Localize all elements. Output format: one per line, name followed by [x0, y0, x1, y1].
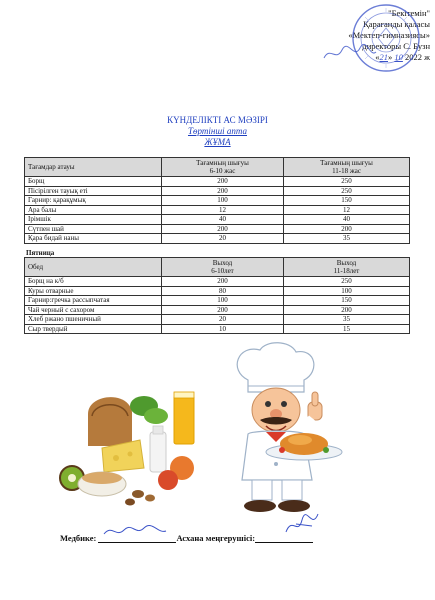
portion-cell: 200 — [162, 186, 284, 196]
approval-city: Қарағанды қаласы — [363, 19, 430, 29]
table-header: Обед — [25, 258, 162, 277]
dish-name-cell: Гарнир:гречка рассыпчатая — [25, 296, 162, 306]
portion-cell: 250 — [284, 277, 410, 287]
dish-name-cell: Куры отварные — [25, 286, 162, 296]
menu-day: ЖҰМА — [204, 137, 231, 147]
dish-name-cell: Гарнир: қарақұмық — [25, 196, 162, 206]
approval-school: «Мектеп-гимназиясы» — [348, 30, 430, 40]
dish-name-cell: Пісірілген тауық еті — [25, 186, 162, 196]
dish-name-cell: Сүтпен шай — [25, 224, 162, 234]
chef-illustration-icon — [208, 340, 358, 515]
portion-cell: 200 — [162, 277, 284, 287]
menu-title-block — [0, 115, 435, 148]
menu-title: КҮНДЕЛІКТІ АС МӘЗІРІ — [167, 115, 268, 125]
portion-cell: 35 — [284, 234, 410, 244]
portion-cell: 100 — [162, 296, 284, 306]
table-header: Тағамдар атауы — [25, 158, 162, 177]
portion-cell: 35 — [284, 315, 410, 325]
table-row — [25, 186, 410, 196]
day-label-ru: Пятница — [26, 249, 55, 257]
approval-date: «21» 10 2022 ж — [375, 52, 430, 62]
table-row — [25, 196, 410, 206]
menu-table-kz — [24, 157, 410, 244]
head-signature-icon — [282, 510, 322, 538]
approval-date-day: 21 — [379, 52, 388, 62]
approval-date-year: 2022 ж — [405, 52, 430, 62]
table-row — [25, 177, 410, 187]
table-row — [25, 296, 410, 306]
table-row — [25, 215, 410, 225]
nurse-label: Медбике: — [60, 533, 97, 543]
table-header: Тағамның шығуы 6-10 жас — [162, 158, 284, 177]
portion-cell: 12 — [284, 205, 410, 215]
dish-name-cell: Хлеб ржано пшеничный — [25, 315, 162, 325]
table-row — [25, 234, 410, 244]
dish-name-cell: Қара бидай наны — [25, 234, 162, 244]
dish-name-cell: Борщ — [25, 177, 162, 187]
table-row — [25, 205, 410, 215]
portion-cell: 15 — [284, 324, 410, 334]
table-header: Тағамның шығуы 11-18 жас — [284, 158, 410, 177]
dish-name-cell: Сыр твердый — [25, 324, 162, 334]
portion-cell: 250 — [284, 177, 410, 187]
portion-cell: 200 — [162, 305, 284, 315]
director-signature-icon — [320, 42, 380, 64]
portion-cell: 100 — [162, 196, 284, 206]
table-header: Выход 6-10лет — [162, 258, 284, 277]
portion-cell: 40 — [284, 215, 410, 225]
head-label: Асхана меңгерушісі: — [176, 533, 256, 543]
table-row — [25, 286, 410, 296]
dish-name-cell: Борщ на к/б — [25, 277, 162, 287]
portion-cell: 10 — [162, 324, 284, 334]
menu-week: Төртінші апта — [187, 126, 247, 136]
approval-director: директоры С. Бузн — [362, 41, 430, 51]
portion-cell: 200 — [284, 224, 410, 234]
table-row — [25, 315, 410, 325]
nurse-signature-icon — [100, 522, 170, 540]
table-row — [25, 224, 410, 234]
menu-table-ru — [24, 257, 410, 334]
table-row — [25, 324, 410, 334]
portion-cell: 20 — [162, 234, 284, 244]
table-row — [25, 305, 410, 315]
portion-cell: 150 — [284, 196, 410, 206]
dish-name-cell: Ірімшік — [25, 215, 162, 225]
approval-title: "Бекітемін" — [388, 8, 430, 18]
table-row — [25, 277, 410, 287]
portion-cell: 200 — [162, 177, 284, 187]
portion-cell: 200 — [162, 224, 284, 234]
dish-name-cell: Чай черный с сахором — [25, 305, 162, 315]
portion-cell: 40 — [162, 215, 284, 225]
portion-cell: 150 — [284, 296, 410, 306]
portion-cell: 12 — [162, 205, 284, 215]
portion-cell: 100 — [284, 286, 410, 296]
food-illustration-icon — [58, 376, 208, 508]
approval-date-month: 10 — [394, 52, 403, 62]
portion-cell: 80 — [162, 286, 284, 296]
portion-cell: 250 — [284, 186, 410, 196]
portion-cell: 200 — [284, 305, 410, 315]
portion-cell: 20 — [162, 315, 284, 325]
dish-name-cell: Ара балы — [25, 205, 162, 215]
table-header: Выход 11-18лет — [284, 258, 410, 277]
